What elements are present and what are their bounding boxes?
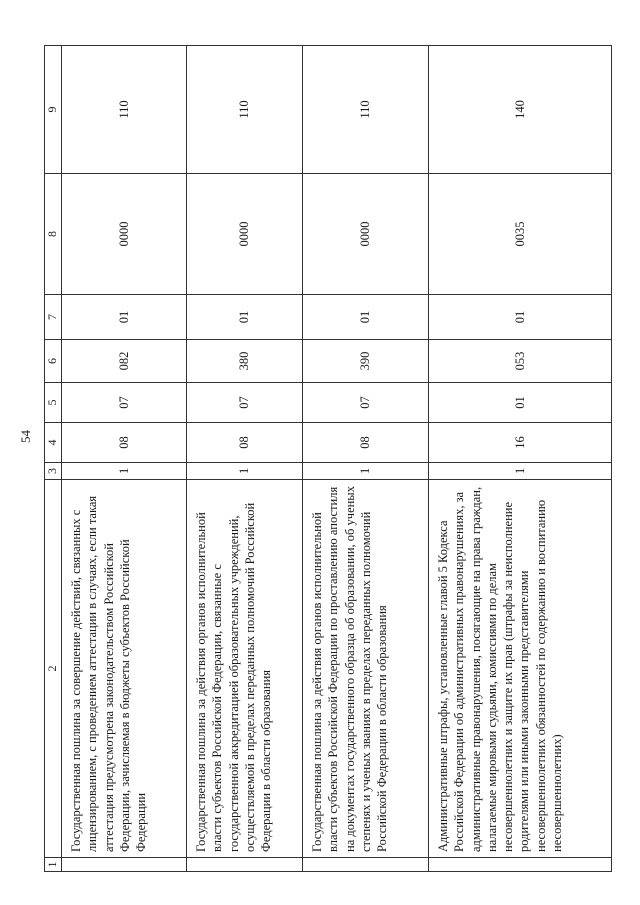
cell-description: Государственная пошлина за действия органов исполнительной власти субъектов Российской Федерации, связанные с государственной аккредитацией образовательных учреждений, осуществляемой в пределах переданных полномочий Российской Федерации в области образования [187,480,303,858]
cell-c7: 01 [303,295,429,340]
cell-c1 [187,858,303,872]
cell-c9: 140 [429,46,612,174]
cell-c7: 01 [62,295,187,340]
column-header: 9 [45,46,62,174]
cell-c5: 07 [187,383,303,423]
cell-c6: 390 [303,340,429,383]
cell-c8: 0000 [62,174,187,295]
cell-description: Административные штрафы, установленные главой 5 Кодекса Российской Федерации об административных правонарушениях, за административные правонарушения, посягающие на права граждан, налагаемые мировыми судьями, комиссиями по делам несовершеннолетних и защите их прав (штрафы за неисполнение родителями или иными законными представителями несовершеннолетних обязанностей по содержанию и воспитанию несовершеннолетних) [429,480,612,858]
rotated-table-wrapper [44,46,610,872]
cell-c5: 07 [62,383,187,423]
column-header: 1 [45,858,62,872]
column-header: 6 [45,340,62,383]
cell-c8: 0000 [303,174,429,295]
cell-c6: 053 [429,340,612,383]
table-row [303,46,429,872]
cell-c1 [62,858,187,872]
cell-c7: 01 [429,295,612,340]
column-number-row [45,46,62,872]
table-row [429,46,612,872]
cell-c5: 01 [429,383,612,423]
cell-c1 [429,858,612,872]
cell-c1 [303,858,429,872]
cell-c4: 08 [303,423,429,463]
cell-c3: 1 [187,463,303,480]
column-header: 3 [45,463,62,480]
cell-c4: 08 [62,423,187,463]
cell-c3: 1 [429,463,612,480]
cell-c9: 110 [303,46,429,174]
cell-c5: 07 [303,383,429,423]
cell-c7: 01 [187,295,303,340]
page-number: 54 [18,430,33,443]
column-header: 2 [45,480,62,858]
cell-c9: 110 [187,46,303,174]
cell-c6: 380 [187,340,303,383]
cell-c8: 0000 [187,174,303,295]
table-row [62,46,187,872]
cell-c3: 1 [62,463,187,480]
cell-c8: 0035 [429,174,612,295]
column-header: 7 [45,295,62,340]
column-header: 5 [45,383,62,423]
table-row [187,46,303,872]
budget-codes-table [44,45,612,872]
cell-c3: 1 [303,463,429,480]
cell-c4: 08 [187,423,303,463]
column-header: 4 [45,423,62,463]
cell-c9: 110 [62,46,187,174]
cell-description: Государственная пошлина за действия органов исполнительной власти субъектов Российской Федерации по проставлению апостиля на документах государственного образца об образовании, об ученых степенях и ученых званиях в пределах переданных полномочий Российской Федерации в области образования [303,480,429,858]
cell-c4: 16 [429,423,612,463]
cell-description: Государственная пошлина за совершение действий, связанных с лицензированием, с проведением аттестации в случаях, если такая аттестация предусмотрена законодательством Российской Федерации, зачисляемая в бюджеты субъектов Российской Федерации [62,480,187,858]
column-header: 8 [45,174,62,295]
cell-c6: 082 [62,340,187,383]
